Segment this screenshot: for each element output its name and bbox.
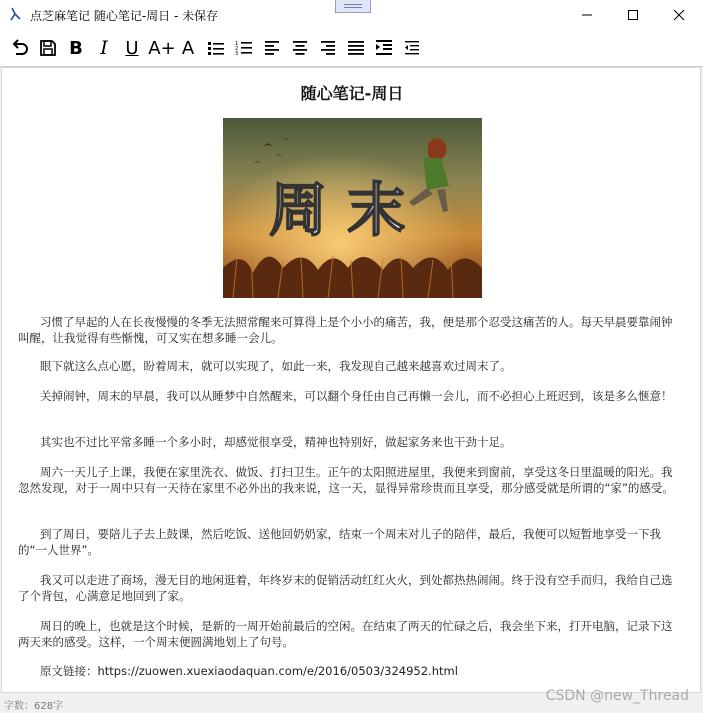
numbered-list-icon	[234, 38, 254, 58]
svg-text:1: 1	[235, 41, 239, 47]
italic-icon: I	[100, 37, 108, 59]
align-left-button[interactable]	[260, 36, 284, 60]
title-bar	[0, 0, 703, 30]
numbered-list-button[interactable]	[232, 36, 256, 60]
weekend-hero-image	[223, 118, 482, 298]
increase-font-icon: A+	[148, 37, 176, 59]
window-title: 点芝麻笔记 随心笔记-周日 - 未保存	[30, 9, 219, 23]
font-button[interactable]	[176, 36, 200, 60]
source-link[interactable]: 原文链接：https://zuowen.xuexiaodaquan.com/e/2016/0503/324952.html	[40, 664, 458, 678]
editor-area[interactable]	[1, 67, 701, 693]
align-left-icon	[262, 38, 282, 58]
paragraph-1: 习惯了早起的人在长夜慢慢的冬季无法照常醒来可算得上是个小小的痛苦，我，便是那个忍受这痛苦的人。每天早晨要靠闹钟叫醒，让我觉得有些惭愧，可又实在想多睡一会儿。	[18, 315, 673, 345]
app-logo-icon	[8, 7, 22, 21]
bullet-list-icon	[206, 38, 226, 58]
svg-text:2: 2	[235, 46, 239, 52]
document-title: 随心笔记-周日	[300, 84, 404, 103]
paragraph-4: 其实也不过比平常多睡一个多小时，却感觉很享受，精神也特别好，做起家务来也干劲十足。	[40, 435, 512, 449]
paragraph-8: 周日的晚上，也就是这个时候，是新的一周开始前最后的空闲。在结束了两天的忙碌之后，我会坐下来，打开电脑，记录下这两天来的感受。这样，一个周末便圆满地划上了句号。	[18, 619, 673, 649]
bullet-list-button[interactable]	[204, 36, 228, 60]
formatting-toolbar	[0, 30, 703, 67]
save-icon	[38, 38, 58, 58]
font-icon: A	[181, 37, 195, 59]
align-center-button[interactable]	[288, 36, 312, 60]
close-button[interactable]	[656, 0, 702, 30]
paragraph-6: 到了周日，要陪儿子去上鼓课，然后吃饭、送他回奶奶家，结束一个周末对儿子的陪伴，最后，我便可以短暂地享受一下我的“一人世界”。	[18, 527, 661, 557]
paragraph-2: 眼下就这么点心愿，盼着周末，就可以实现了，如此一来，我发现自己越来越喜欢过周末了。	[40, 359, 512, 373]
paragraph-7: 我又可以走进了商场，漫无目的地闲逛着，年终岁末的促销活动红红火火，到处都热热闹闹。终于没有空手而归，我给自己选了个背包，心满意足地回到了家。	[18, 573, 673, 603]
word-count: 字数：628字	[4, 701, 64, 712]
close-icon	[673, 9, 685, 21]
minimize-icon	[581, 9, 593, 21]
justify-button[interactable]	[344, 36, 368, 60]
csdn-watermark: CSDN @new_Thread	[545, 688, 689, 704]
underline-button[interactable]	[120, 36, 144, 60]
undo-button[interactable]	[8, 36, 32, 60]
underline-icon: U	[125, 37, 139, 59]
minimize-button[interactable]	[564, 0, 610, 30]
drag-handle[interactable]	[335, 0, 371, 13]
svg-text:3: 3	[235, 51, 239, 57]
justify-icon	[346, 38, 366, 58]
hero-caption: 周 末	[269, 176, 406, 244]
maximize-button[interactable]	[610, 0, 656, 30]
maximize-icon	[627, 9, 639, 21]
align-right-icon	[318, 38, 338, 58]
increase-font-button[interactable]	[148, 36, 176, 60]
bold-icon: B	[69, 37, 83, 59]
indent-button[interactable]	[372, 36, 396, 60]
align-right-button[interactable]	[316, 36, 340, 60]
save-button[interactable]	[36, 36, 60, 60]
align-center-icon	[290, 38, 310, 58]
outdent-button[interactable]	[400, 36, 424, 60]
bold-button[interactable]	[64, 36, 88, 60]
undo-icon	[10, 38, 30, 58]
paragraph-3: 关掉闹钟，周末的早晨，我可以从睡梦中自然醒来，可以翻个身任由自己再懒一会儿，而不必担心上班迟到，该是多么惬意！	[40, 389, 673, 403]
paragraph-5: 周六一天儿子上课，我便在家里洗衣、做饭、打扫卫生。正午的太阳照进屋里，我便来到窗前，享受这冬日里温暖的阳光。我忽然发现，对于一周中只有一天待在家里不必外出的我来说，这一天，显得异常珍贵而且享受，那分感受就是所谓的“家”的感受。	[18, 465, 674, 495]
outdent-icon	[402, 38, 422, 58]
italic-button[interactable]	[92, 36, 116, 60]
indent-icon	[374, 38, 394, 58]
